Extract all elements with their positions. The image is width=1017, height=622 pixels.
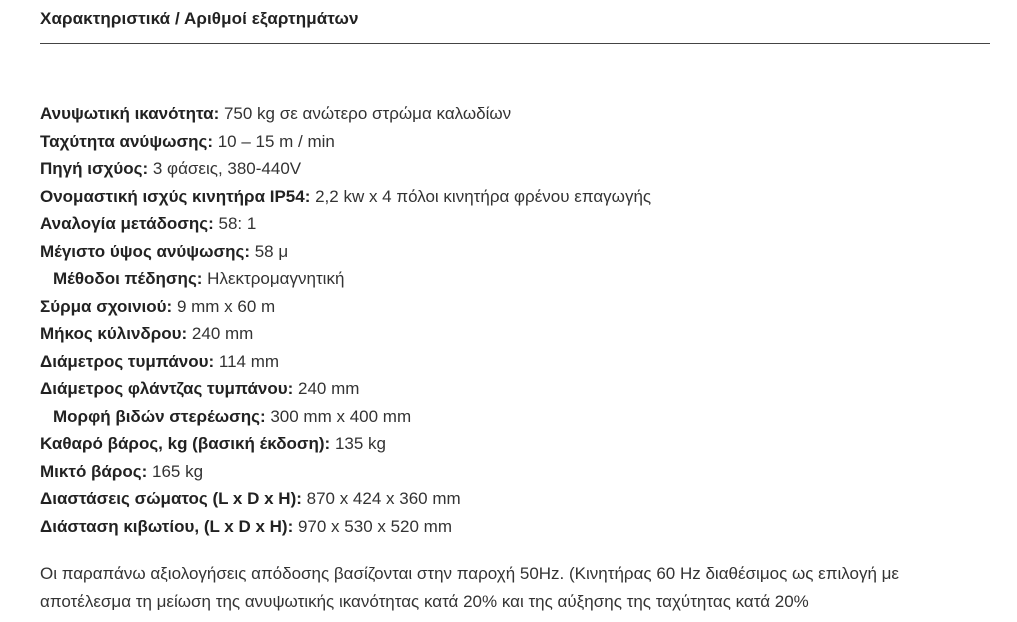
spec-value: 970 x 530 x 520 mm <box>293 516 453 536</box>
spec-value: 750 kg σε ανώτερο στρώμα καλωδίων <box>219 104 512 123</box>
spec-row <box>40 265 990 293</box>
spec-label: Μέγιστο ύψος ανύψωσης: <box>40 241 250 261</box>
spec-row <box>40 430 990 458</box>
spec-label: Μέθοδοι πέδησης: <box>53 269 203 288</box>
spec-label: Διάμετρος φλάντζας τυμπάνου: <box>40 379 294 398</box>
spec-value: 2,2 kw x 4 πόλοι κινητήρα φρένου επαγωγής <box>310 186 652 206</box>
spec-label: Μήκος κύλινδρου: <box>40 324 188 343</box>
spec-row <box>40 183 990 211</box>
spec-list <box>40 100 990 540</box>
spec-row <box>40 513 990 541</box>
spec-value: 240 mm <box>293 379 360 398</box>
spec-row <box>40 238 990 266</box>
spec-label: Ανυψωτική ικανότητα: <box>40 104 220 123</box>
spec-label: Μορφή βιδών στερέωσης: <box>53 406 266 426</box>
spec-label: Ονομαστική ισχύς κινητήρα IP54: <box>40 186 311 206</box>
spec-row <box>40 210 990 238</box>
spec-label: Πηγή ισχύος: <box>40 159 149 178</box>
spec-label: Διαστάσεις σώματος (L x D x H): <box>40 489 302 508</box>
spec-row <box>40 485 990 513</box>
spec-label: Ταχύτητα ανύψωσης: <box>40 131 213 151</box>
spec-row <box>40 128 990 156</box>
spec-row <box>40 293 990 321</box>
spec-value: 58 μ <box>250 241 289 261</box>
spec-value: 10 – 15 m / min <box>213 131 335 151</box>
spec-value: 870 x 424 x 360 mm <box>301 489 461 508</box>
spec-value: 9 mm x 60 m <box>172 296 276 316</box>
section-title: Χαρακτηριστικά / Αριθμοί εξαρτημάτων <box>40 9 359 28</box>
spec-value: 58: 1 <box>213 214 257 233</box>
performance-note: Οι παραπάνω αξιολογήσεις απόδοσης βασίζονται στην παροχή 50Hz. (Κινητήρας 60 Hz διαθέσιμος ως επιλογή με αποτέλεσμα τη μείωση της ανυψωτικής ικανότητας κατά 20% και της αύξησης της ταχύτητας κατά 20% <box>40 564 900 611</box>
spec-row <box>40 458 990 486</box>
spec-row <box>40 320 990 348</box>
spec-label: Μικτό βάρος: <box>40 461 148 481</box>
spec-label: Διάμετρος τυμπάνου: <box>40 351 215 371</box>
spec-value: Ηλεκτρομαγνητική <box>202 269 345 288</box>
spec-row <box>40 155 990 183</box>
section-header <box>40 0 990 44</box>
spec-value: 165 kg <box>147 461 204 481</box>
spec-label: Σύρμα σχοινιού: <box>40 296 173 316</box>
spec-label: Καθαρό βάρος, kg (βασική έκδοση): <box>40 434 331 453</box>
spec-value: 240 mm <box>187 324 254 343</box>
spec-row <box>40 403 990 431</box>
spec-row <box>40 375 990 403</box>
spec-label: Διάσταση κιβωτίου, (L x D x H): <box>40 516 294 536</box>
spec-value: 135 kg <box>330 434 386 453</box>
spec-label: Αναλογία μετάδοσης: <box>40 214 214 233</box>
spec-value: 3 φάσεις, 380-440V <box>148 159 302 178</box>
spec-value: 114 mm <box>214 351 280 371</box>
spec-row <box>40 348 990 376</box>
spec-row <box>40 100 990 128</box>
spec-value: 300 mm x 400 mm <box>265 406 412 426</box>
